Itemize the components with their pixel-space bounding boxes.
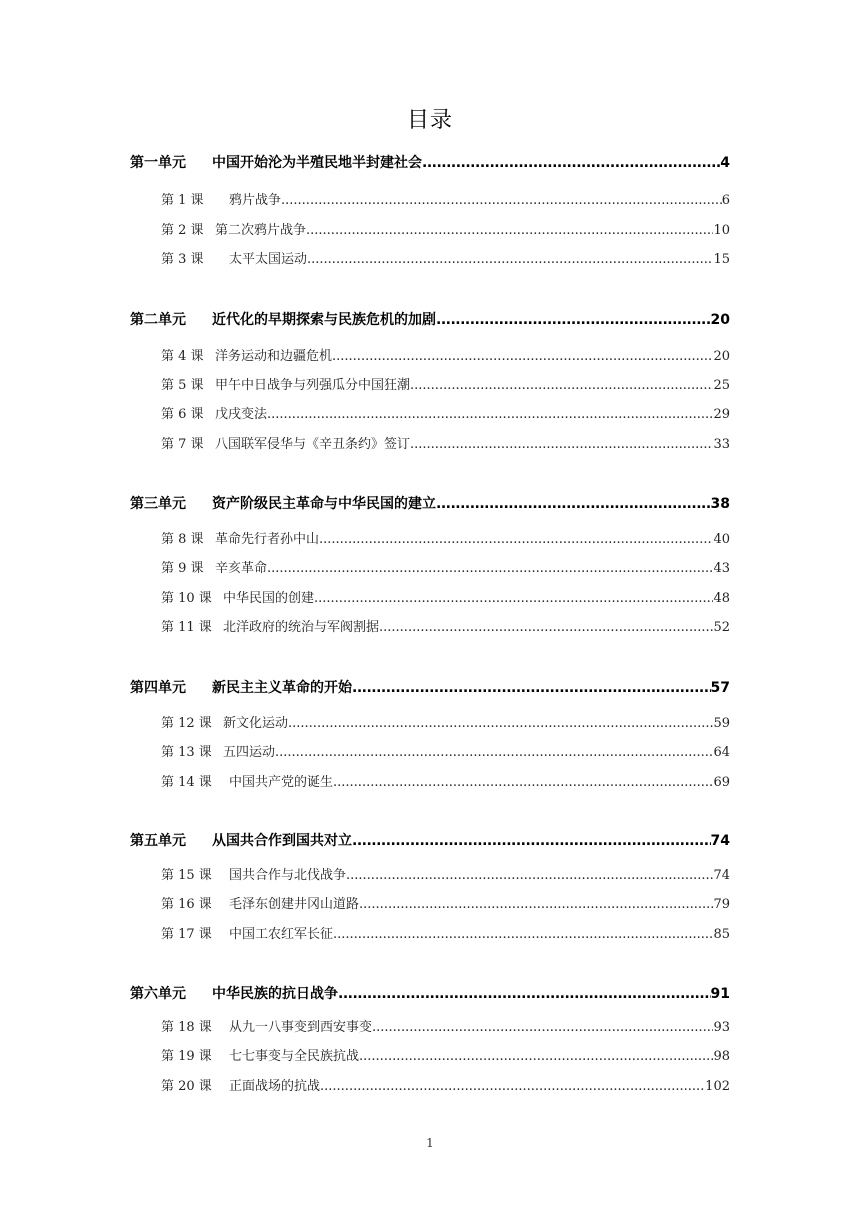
toc-lesson-entry[interactable] — [161, 248, 730, 267]
lesson-page-number: 25 — [713, 378, 730, 393]
lesson-number: 第 1 课 — [161, 193, 204, 208]
lesson-page-number: 43 — [713, 561, 730, 576]
toc-lesson-entry[interactable] — [161, 557, 730, 576]
toc-lesson-entry[interactable] — [161, 864, 730, 883]
lesson-title: 中华民国的创建 — [223, 591, 315, 606]
lesson-title: 第二次鸦片战争 — [215, 223, 307, 238]
lesson-page-number: 98 — [713, 1049, 730, 1064]
lesson-page-number: 102 — [705, 1079, 730, 1094]
lesson-number: 第 18 课 — [161, 1020, 212, 1035]
unit-title: 中国开始沦为半殖民地半封建社会 — [212, 155, 422, 171]
dot-leader — [346, 868, 713, 883]
lesson-page-number: 10 — [713, 223, 730, 238]
lesson-page-number: 69 — [713, 775, 730, 790]
dot-leader — [352, 833, 711, 849]
lesson-page-number: 59 — [713, 716, 730, 731]
toc-lesson-entry[interactable] — [161, 1075, 730, 1094]
lesson-number: 第 9 课 — [161, 561, 204, 576]
lesson-title: 革命先行者孙中山 — [215, 532, 320, 547]
lesson-title: 国共合作与北伐战争 — [229, 868, 347, 883]
dot-leader — [359, 897, 713, 912]
toc-unit-entry[interactable] — [130, 677, 730, 697]
lesson-title: 太平太国运动 — [229, 252, 308, 267]
lesson-page-number: 48 — [713, 591, 730, 606]
toc-lesson-entry[interactable] — [161, 189, 730, 208]
lesson-page-number: 20 — [713, 349, 730, 364]
dot-leader — [359, 1049, 713, 1064]
toc-lesson-entry[interactable] — [161, 712, 730, 731]
lesson-number: 第 17 课 — [161, 927, 212, 942]
lesson-title: 新文化运动 — [223, 716, 289, 731]
page-number: 1 — [426, 1136, 434, 1150]
dot-leader — [281, 193, 722, 208]
unit-number: 第二单元 — [130, 312, 186, 328]
unit-number: 第五单元 — [130, 833, 186, 849]
lesson-page-number: 33 — [713, 437, 730, 452]
lesson-number: 第 10 课 — [161, 591, 212, 606]
lesson-number: 第 15 课 — [161, 868, 212, 883]
dot-leader — [410, 437, 713, 452]
lesson-number: 第 7 课 — [161, 437, 204, 452]
unit-title: 资产阶级民主革命与中华民国的建立 — [212, 496, 436, 512]
lesson-number: 第 13 课 — [161, 745, 212, 760]
dot-leader — [333, 775, 713, 790]
toc-unit-entry[interactable] — [130, 493, 730, 513]
lesson-title: 洋务运动和边疆危机 — [215, 349, 333, 364]
lesson-number: 第 3 课 — [161, 252, 204, 267]
toc-unit-entry[interactable] — [130, 309, 730, 329]
toc-lesson-entry[interactable] — [161, 616, 730, 635]
lesson-page-number: 85 — [713, 927, 730, 942]
dot-leader — [422, 155, 720, 171]
dot-leader — [379, 620, 713, 635]
dot-leader — [436, 496, 711, 512]
unit-title: 中华民族的抗日战争 — [212, 986, 338, 1002]
toc-lesson-entry[interactable] — [161, 528, 730, 547]
toc-lesson-entry[interactable] — [161, 403, 730, 422]
dot-leader — [267, 407, 713, 422]
toc-lesson-entry[interactable] — [161, 345, 730, 364]
toc-unit-entry[interactable] — [130, 830, 730, 850]
lesson-number: 第 12 课 — [161, 716, 212, 731]
lesson-title: 戊戌变法 — [215, 407, 268, 422]
toc-lesson-entry[interactable] — [161, 893, 730, 912]
unit-title: 从国共合作到国共对立 — [212, 833, 352, 849]
unit-number: 第一单元 — [130, 155, 186, 171]
dot-leader — [307, 252, 713, 267]
unit-number: 第四单元 — [130, 680, 186, 696]
lesson-number: 第 20 课 — [161, 1079, 212, 1094]
unit-page-number: 91 — [710, 986, 730, 1002]
lesson-page-number: 79 — [713, 897, 730, 912]
unit-title: 新民主主义革命的开始 — [212, 680, 352, 696]
lesson-page-number: 15 — [713, 252, 730, 267]
lesson-page-number: 40 — [713, 532, 730, 547]
lesson-page-number: 74 — [713, 868, 730, 883]
lesson-title: 鸦片战争 — [229, 193, 282, 208]
page-title: 目录 — [406, 108, 453, 133]
dot-leader — [338, 986, 711, 1002]
lesson-number: 第 16 课 — [161, 897, 212, 912]
lesson-title: 从九一八事变到西安事变 — [229, 1020, 373, 1035]
lesson-title: 七七事变与全民族抗战 — [229, 1049, 360, 1064]
toc-lesson-entry[interactable] — [161, 1045, 730, 1064]
lesson-title: 毛泽东创建井冈山道路 — [229, 897, 360, 912]
dot-leader — [319, 532, 713, 547]
unit-page-number: 4 — [720, 155, 730, 171]
lesson-number: 第 4 课 — [161, 349, 204, 364]
lesson-page-number: 29 — [713, 407, 730, 422]
lesson-title: 北洋政府的统治与军阀割据 — [223, 620, 380, 635]
unit-page-number: 74 — [710, 833, 730, 849]
lesson-title: 辛亥革命 — [215, 561, 268, 576]
dot-leader — [314, 591, 713, 606]
unit-page-number: 20 — [710, 312, 730, 328]
lesson-number: 第 2 课 — [161, 223, 204, 238]
lesson-title: 五四运动 — [223, 745, 276, 760]
lesson-title: 八国联军侵华与《辛丑条约》签订 — [215, 437, 411, 452]
dot-leader — [267, 561, 713, 576]
lesson-title: 中国共产党的诞生 — [229, 775, 334, 790]
dot-leader — [306, 223, 713, 238]
unit-title: 近代化的早期探索与民族危机的加剧 — [212, 312, 436, 328]
toc-lesson-entry[interactable] — [161, 219, 730, 238]
lesson-page-number: 64 — [713, 745, 730, 760]
lesson-title: 正面战场的抗战 — [229, 1079, 321, 1094]
toc-lesson-entry[interactable] — [161, 433, 730, 452]
lesson-page-number: 6 — [721, 193, 730, 208]
dot-leader — [288, 716, 713, 731]
toc-unit-entry[interactable] — [130, 152, 730, 172]
unit-page-number: 38 — [710, 496, 730, 512]
dot-leader — [275, 745, 713, 760]
toc-lesson-entry[interactable] — [161, 374, 730, 393]
lesson-page-number: 93 — [713, 1020, 730, 1035]
lesson-title: 甲午中日战争与列强瓜分中国狂潮 — [215, 378, 411, 393]
lesson-page-number: 52 — [713, 620, 730, 635]
toc-lesson-entry[interactable] — [161, 1016, 730, 1035]
lesson-number: 第 11 课 — [161, 620, 212, 635]
lesson-number: 第 8 课 — [161, 532, 204, 547]
dot-leader — [436, 312, 711, 328]
dot-leader — [410, 378, 713, 393]
toc-lesson-entry[interactable] — [161, 587, 730, 606]
toc-lesson-entry[interactable] — [161, 741, 730, 760]
dot-leader — [352, 680, 711, 696]
dot-leader — [320, 1079, 705, 1094]
toc-unit-entry[interactable] — [130, 983, 730, 1003]
lesson-number: 第 14 课 — [161, 775, 212, 790]
lesson-title: 中国工农红军长征 — [229, 927, 334, 942]
unit-page-number: 57 — [710, 680, 730, 696]
dot-leader — [372, 1020, 713, 1035]
lesson-number: 第 5 课 — [161, 378, 204, 393]
dot-leader — [332, 349, 713, 364]
lesson-number: 第 6 课 — [161, 407, 204, 422]
toc-lesson-entry[interactable] — [161, 923, 730, 942]
unit-number: 第三单元 — [130, 496, 186, 512]
toc-lesson-entry[interactable] — [161, 771, 730, 790]
dot-leader — [333, 927, 713, 942]
unit-number: 第六单元 — [130, 986, 186, 1002]
lesson-number: 第 19 课 — [161, 1049, 212, 1064]
